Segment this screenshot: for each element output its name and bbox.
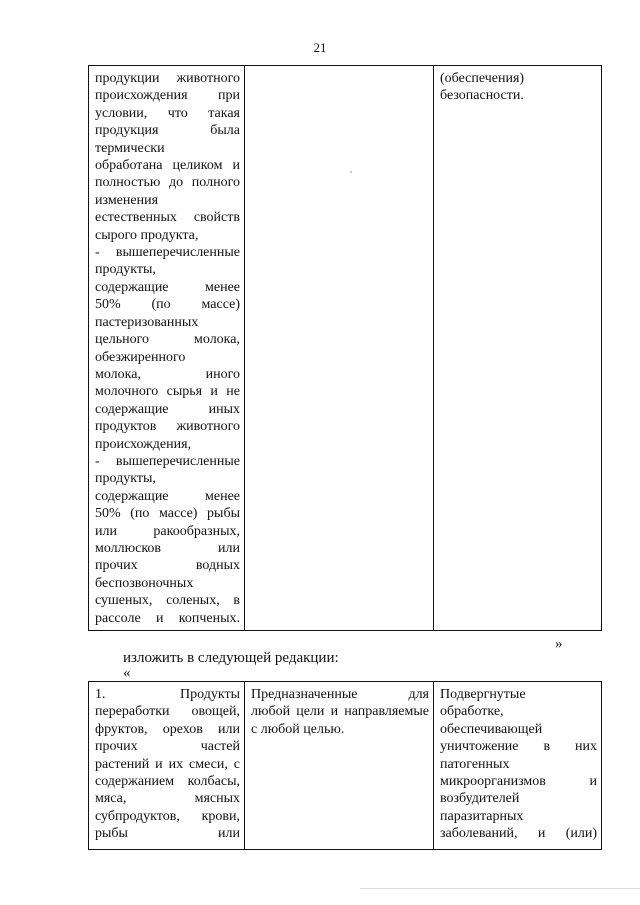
- cell-line: цельного молока,: [95, 332, 240, 348]
- table-cell-col2: [245, 66, 434, 631]
- cell-line: молока, иного: [95, 366, 240, 382]
- table-cell-col3: [434, 682, 602, 850]
- page-number: 21: [313, 40, 327, 55]
- table-bottom: [88, 681, 602, 850]
- table-cell-col1: [89, 66, 245, 631]
- cell-lines: [434, 682, 601, 843]
- cell-line: 50% (по массе) рыбы: [95, 506, 240, 522]
- cell-line: содержащие менее: [95, 279, 240, 295]
- cell-line: продукты,: [95, 262, 156, 278]
- cell-line: молочного сырья и не: [95, 384, 240, 400]
- cell-line: происхождения,: [95, 436, 192, 452]
- cell-line: содержащие иных: [95, 401, 240, 417]
- cell-line: микроорганизмов и: [440, 774, 597, 790]
- cell-lines: [245, 66, 433, 70]
- scan-speck: [350, 171, 352, 173]
- cell-line: обработана целиком и: [95, 158, 240, 174]
- cell-line: 1. Продукты: [95, 687, 240, 702]
- cell-line: паразитарных: [440, 808, 524, 824]
- cell-line: (обеспечения): [440, 71, 525, 86]
- cell-line: фруктов, орехов или: [95, 721, 240, 737]
- cell-lines: [89, 66, 244, 627]
- cell-line: полностью до полного: [95, 175, 240, 191]
- cell-line: заболеваний, и (или): [440, 826, 597, 842]
- scan-edge-line: [360, 888, 640, 889]
- cell-line: термически: [95, 140, 165, 156]
- cell-lines: [434, 66, 601, 105]
- cell-line: или ракообразных,: [95, 523, 240, 539]
- cell-line: патогенных: [440, 756, 510, 772]
- cell-line: продукты,: [95, 471, 156, 487]
- cell-line: уничтожение в них: [440, 739, 597, 755]
- cell-line: происхождения при: [95, 88, 240, 104]
- cell-line: Предназначенные для: [251, 687, 429, 702]
- cell-line: содержащие менее: [95, 488, 240, 504]
- table-cell-col3: [434, 66, 602, 631]
- cell-line: мяса, мясных: [95, 791, 240, 807]
- table-top: [88, 65, 602, 631]
- cell-line: Подвергнутые: [440, 687, 526, 702]
- cell-line: обработке,: [440, 704, 504, 720]
- cell-line: с любой целью.: [251, 721, 345, 737]
- cell-line: рыбы или: [95, 826, 240, 842]
- cell-line: продуктов животного: [95, 419, 240, 435]
- table-row: [89, 66, 602, 631]
- cell-line: - вышеперечисленные: [95, 245, 240, 261]
- cell-line: возбудителей: [440, 791, 520, 807]
- table-cell-col1: [89, 682, 245, 850]
- cell-line: сырого продукта,: [95, 227, 199, 243]
- closing-quote: »: [555, 636, 563, 652]
- cell-lines: [245, 682, 433, 738]
- opening-quote: «: [123, 665, 131, 681]
- cell-line: прочих частей: [95, 739, 240, 755]
- cell-line: 50% (по массе): [95, 297, 240, 313]
- cell-line: содержанием колбасы,: [95, 774, 240, 790]
- cell-line: растений и их смеси, с: [95, 756, 240, 772]
- instruction-text: изложить в следующей редакции:: [123, 650, 339, 666]
- table-row: [89, 682, 602, 850]
- cell-line: субпродуктов, крови,: [95, 808, 240, 824]
- cell-line: обеспечивающей: [440, 721, 543, 737]
- cell-line: беспозвоночных: [95, 575, 194, 591]
- table-cell-col2: [245, 682, 434, 850]
- cell-line: моллюсков или: [95, 540, 240, 556]
- cell-line: пастеризованных: [95, 314, 199, 330]
- cell-line: сушеных, соленых, в: [95, 593, 240, 609]
- cell-line: переработки овощей,: [95, 704, 240, 720]
- cell-line: обезжиренного: [95, 349, 186, 365]
- cell-line: изменения: [95, 192, 159, 208]
- cell-line: безопасности.: [440, 88, 524, 104]
- cell-line: - вышеперечисленные: [95, 453, 240, 469]
- cell-line: продукции животного: [95, 71, 240, 86]
- cell-line: любой цели и направляемые: [251, 704, 429, 720]
- cell-line: рассоле и копченых.: [95, 610, 240, 626]
- cell-line: прочих водных: [95, 558, 240, 574]
- cell-line: естественных свойств: [95, 210, 240, 226]
- cell-line: условии, что такая: [95, 105, 240, 121]
- cell-line: продукция была: [95, 123, 240, 139]
- cell-lines: [89, 682, 244, 843]
